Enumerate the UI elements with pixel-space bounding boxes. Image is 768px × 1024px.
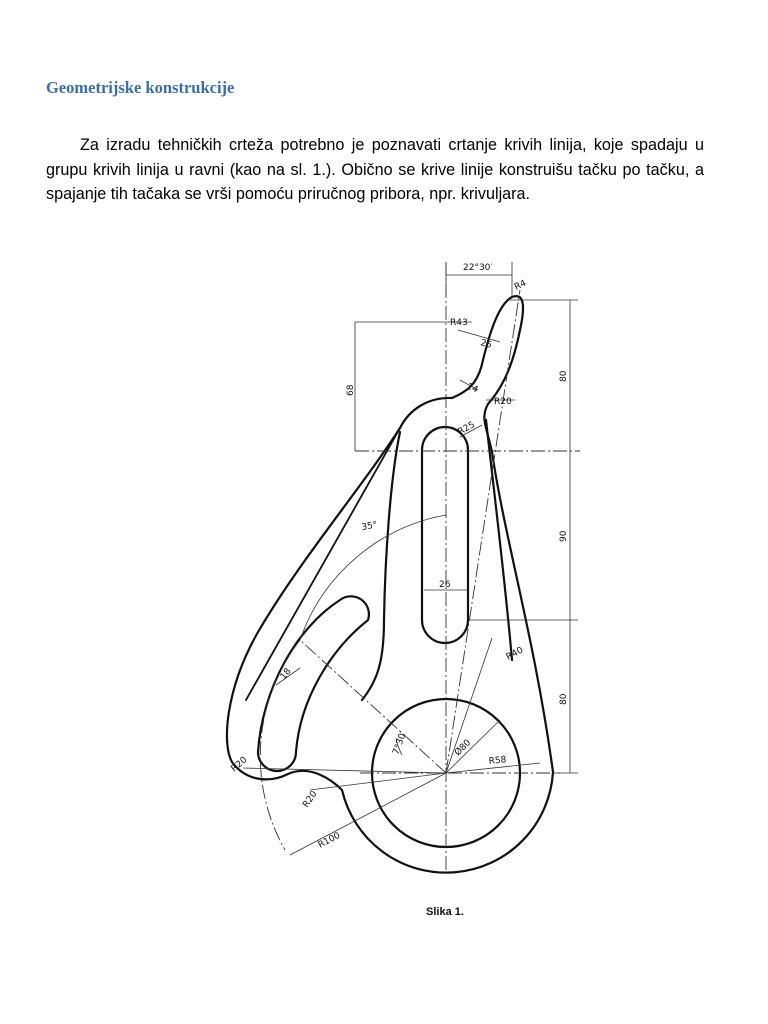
dim-r20-left: R20 [229,755,250,775]
dim-r43: R43 [450,318,468,328]
dim-18: 18 [278,666,294,682]
dim-r20-neck: R20 [494,397,512,407]
dim-25: 25 [479,338,493,351]
dim-26: 26 [439,580,451,590]
dim-14: 14 [464,381,480,396]
dim-r4: R4 [513,278,529,293]
tangent-line-left [246,428,400,700]
center-line-slot-axis [300,640,446,773]
dim-r58: R58 [488,755,507,767]
body-paragraph: Za izradu tehničkih crteža potrebno je poznavati crtanje krivih linija, koje spadaju u grupu krivih linija u ravni (kao na sl. 1.). Obično se krive linije konstruišu tačku po tačku, a spajanje tih tačaka se vrši pomoću priručnog pribora, npr. krivuljara. [46,136,704,204]
dim-80-top: 80 [559,370,569,382]
figure-caption: Slika 1. [426,906,464,918]
dim-angle-top: 22°30′ [463,263,493,273]
dim-dia80: Ø80 [453,737,474,759]
vertical-slot [422,427,468,643]
dim-angle-35: 35° [360,520,379,533]
dim-68: 68 [346,384,356,396]
dim-90: 90 [559,530,569,542]
dim-80-bottom: 80 [559,693,569,705]
section-heading: Geometrijske konstrukcije [46,78,235,97]
dim-r100: R100 [316,830,343,851]
dim-angle-7: 7°30′ [391,730,409,757]
dim-r40: R40 [504,645,526,663]
body-line-left [362,432,400,700]
dim-r25: R25 [456,420,477,438]
dim-r20-bottom: R20 [301,789,320,810]
